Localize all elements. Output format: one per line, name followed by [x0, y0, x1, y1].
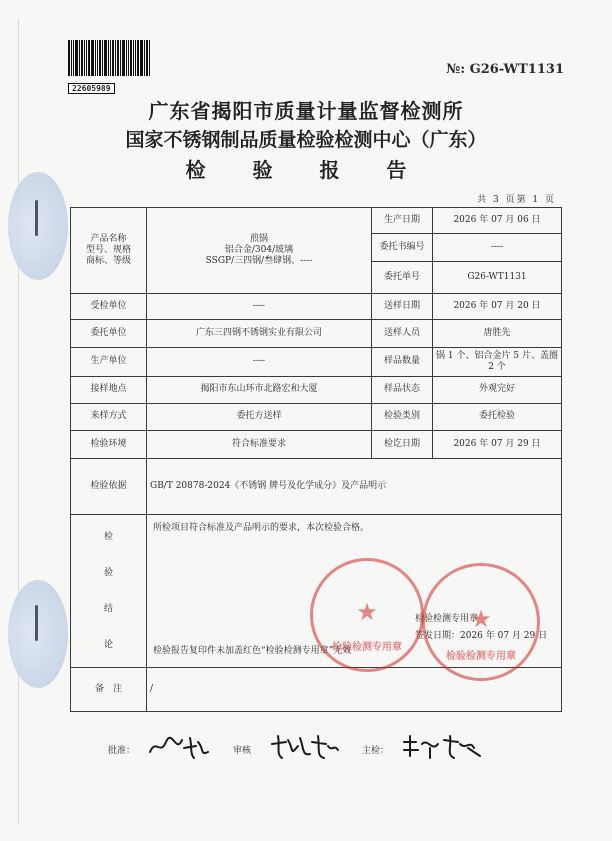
staple-top — [35, 200, 38, 236]
production-date-label: 生产日期 — [372, 208, 433, 234]
review-signature — [268, 734, 340, 760]
inspection-type-label: 检验类别 — [372, 404, 433, 431]
sample-state-value: 外观完好 — [433, 377, 562, 404]
environment-value: 符合标准要求 — [147, 431, 372, 459]
manufacturer-value: ---- — [147, 348, 372, 377]
conclusion-label-char: 结 — [103, 604, 113, 614]
sample-qty-value: 锅 1 个、铝合金片 5 片、盖圈 2 个 — [433, 348, 562, 377]
client-label: 委托单位 — [71, 320, 147, 348]
staple-bottom — [35, 605, 38, 641]
barcode-bar — [130, 40, 132, 76]
barcode-bar — [115, 40, 116, 76]
barcode-bar — [137, 40, 139, 76]
conclusion-label — [71, 515, 147, 668]
sampling-method-value: 委托方送样 — [147, 404, 372, 431]
production-date-value: 2026 年 07 月 06 日 — [433, 208, 562, 234]
report-title: 检 验 报 告 — [185, 158, 427, 182]
barcode-bar — [122, 40, 125, 76]
barcode-bar — [71, 40, 72, 76]
barcode-bar — [146, 40, 148, 76]
main-inspector-signature — [400, 734, 484, 760]
barcode-bar — [97, 40, 98, 76]
center-title: 国家不锈钢制品质量检验检测中心（广东） — [125, 129, 487, 151]
barcode-bar — [110, 40, 111, 76]
center-seal — [422, 563, 540, 681]
basis-value: GB/T 20878-2024《不锈钢 牌号及化学成分》及产品明示 — [147, 459, 562, 515]
contract-no-label: 委托书编号 — [372, 234, 433, 262]
approve-label: 批准： — [108, 746, 136, 756]
inspection-type-value: 委托检验 — [433, 404, 562, 431]
conclusion-label-char: 检 — [103, 532, 113, 542]
barcode-bar — [128, 40, 129, 76]
barcode-bar — [79, 40, 80, 76]
barcode-bar — [95, 40, 96, 76]
client-value: 广东三四钢不锈钢实业有限公司 — [147, 320, 372, 348]
barcode-bar — [149, 40, 150, 76]
review-label: 审核 — [233, 746, 252, 756]
sampling-method-label: 来样方式 — [71, 404, 147, 431]
barcode-bar — [81, 40, 83, 76]
punch-hole-bottom — [8, 580, 68, 688]
barcode — [68, 40, 164, 93]
conclusion-seal-label: 检验检测专用章 — [415, 614, 479, 624]
delivery-date-value: 2026 年 07 月 20 日 — [433, 294, 562, 320]
institute-title: 广东省揭阳市质量计量监督检测所 — [148, 99, 464, 123]
barcode-bar — [73, 40, 74, 76]
sample-qty-label: 样品数量 — [372, 348, 433, 377]
barcode-bar — [75, 40, 78, 76]
sender-label: 送样人员 — [372, 320, 433, 348]
conclusion-label-char: 验 — [103, 568, 113, 578]
barcode-bar — [117, 40, 119, 76]
institute-seal-sub: 检验检测专用章 — [332, 642, 402, 653]
barcode-bar — [144, 40, 145, 76]
inspected-unit-value: ---- — [147, 294, 372, 320]
completion-date-value: 2026 年 07 月 29 日 — [433, 431, 562, 459]
inspected-unit-label: 受检单位 — [71, 294, 147, 320]
copy-validity-note: 检验报告复印件未加盖红色“检验检测专用章”无效 — [153, 645, 352, 656]
environment-label: 检验环境 — [71, 431, 147, 459]
main-inspector-label: 主检： — [362, 746, 390, 756]
barcode-bar — [108, 40, 109, 76]
barcode-bar — [112, 40, 114, 76]
remark-label: 备 注 — [71, 668, 147, 712]
product-value: 煎锅 铝合金/304/玻璃 SSGP/三四钢/叁肆钢、---- — [147, 208, 372, 294]
barcode-bar — [140, 40, 143, 76]
basis-label: 检验依据 — [71, 459, 147, 515]
barcode-bar — [91, 40, 94, 76]
product-label: 产品名称 型号、规格 商标、等级 — [71, 208, 147, 294]
barcode-bar — [88, 40, 90, 76]
sampling-place-label: 接样地点 — [71, 377, 147, 404]
barcode-bar — [104, 40, 107, 76]
barcode-number: 22605989 — [68, 83, 115, 94]
order-no-value: G26-WT1131 — [433, 262, 562, 294]
barcode-bar — [133, 40, 134, 76]
issue-date: 签发日期：2026 年 07 月 29 日 — [415, 631, 548, 641]
sender-value: 唐胜先 — [433, 320, 562, 348]
report-number: №: G26-WT1131 — [446, 62, 564, 77]
approve-signature — [146, 734, 210, 760]
institute-seal — [310, 558, 424, 672]
barcode-bars — [68, 40, 164, 76]
punch-hole-top — [8, 172, 68, 280]
sample-state-label: 样品状态 — [372, 377, 433, 404]
barcode-bar — [99, 40, 101, 76]
page-count: 共 3 页第 1 页 — [477, 195, 556, 205]
order-no-label: 委托单号 — [372, 262, 433, 294]
center-seal-sub: 检验检测专用章 — [446, 651, 516, 662]
conclusion-text: 所检项目符合标准及产品明示的要求，本次检验合格。 — [153, 523, 370, 533]
barcode-bar — [86, 40, 87, 76]
barcode-bar — [135, 40, 136, 76]
barcode-bar — [102, 40, 103, 76]
barcode-bar — [120, 40, 121, 76]
manufacturer-label: 生产单位 — [71, 348, 147, 377]
star-icon: ★ — [356, 598, 378, 627]
barcode-bar — [68, 40, 70, 76]
star-icon: ★ — [470, 605, 492, 634]
barcode-bar — [84, 40, 85, 76]
delivery-date-label: 送样日期 — [372, 294, 433, 320]
conclusion-label-char: 论 — [103, 640, 113, 650]
barcode-bar — [126, 40, 127, 76]
contract-no-value: ---- — [433, 234, 562, 262]
sampling-place-value: 揭阳市东山环市北路宏和大厦 — [147, 377, 372, 404]
completion-date-label: 检讫日期 — [372, 431, 433, 459]
remark-value: / — [147, 668, 562, 712]
